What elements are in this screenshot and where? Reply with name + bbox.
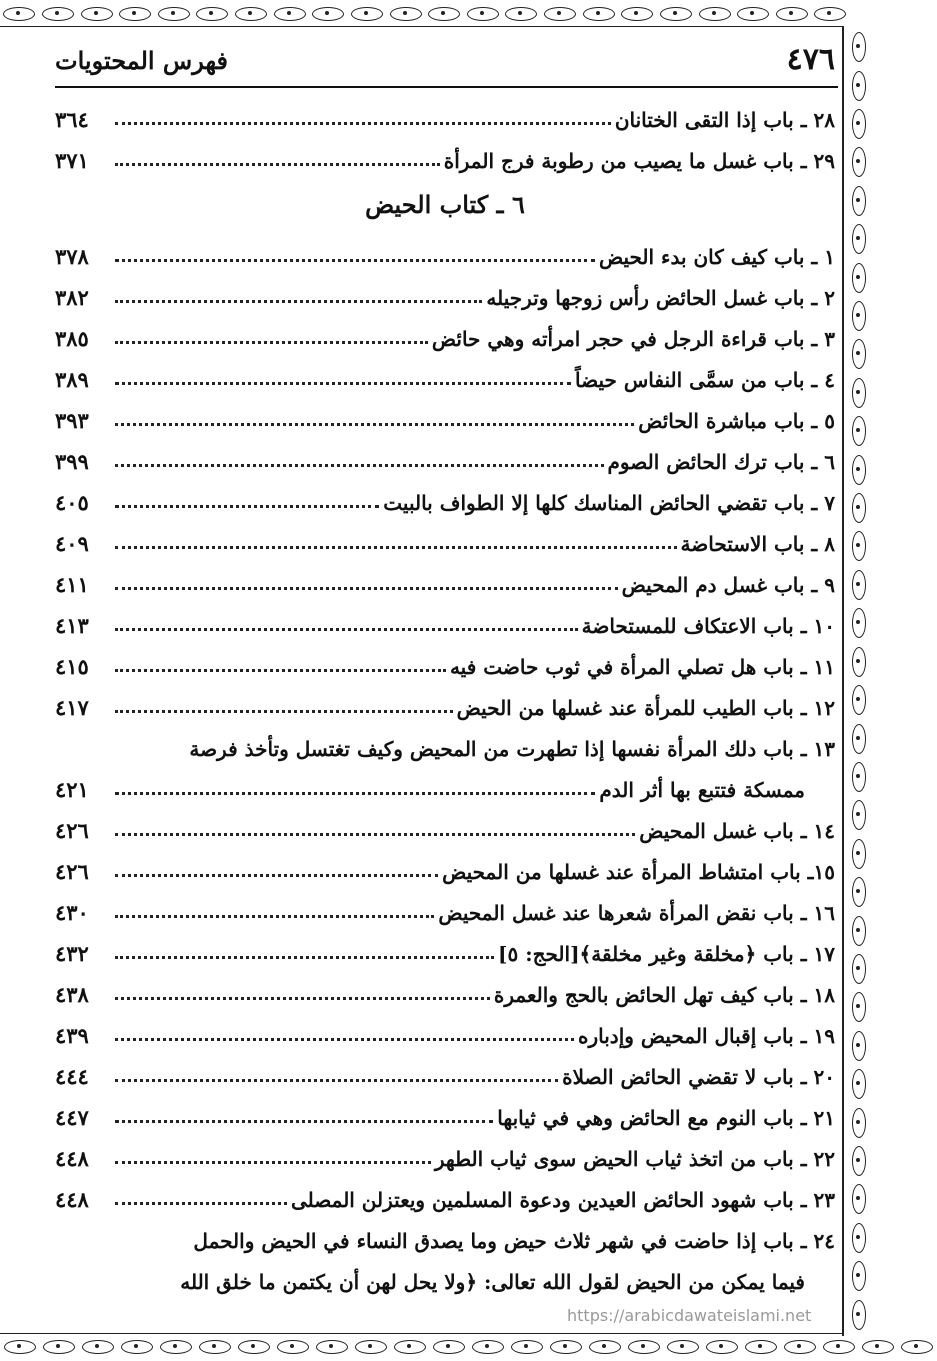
- page-header: [55, 38, 835, 84]
- ornament-icon: [852, 877, 866, 907]
- entry-number: ٢١ ـ: [800, 1106, 835, 1130]
- entry-page: ٣٩٣: [55, 408, 89, 433]
- toc-entry[interactable]: [55, 352, 835, 392]
- ornament-icon: [852, 263, 866, 293]
- ornament-icon: [196, 7, 228, 21]
- entry-number: ١٤ ـ: [800, 819, 835, 843]
- ornament-icon: [852, 685, 866, 715]
- leader-dots: [115, 382, 571, 385]
- section-heading: ٦ ـ كتاب الحيض: [365, 190, 525, 219]
- ornament-icon: [852, 71, 866, 101]
- leader-dots: [115, 915, 434, 918]
- leader-dots: [115, 423, 634, 426]
- toc-entry[interactable]: [55, 967, 835, 1007]
- ornament-icon: [852, 1069, 866, 1099]
- ornament-icon: [433, 1340, 465, 1354]
- ornament-icon: [119, 7, 151, 21]
- ornament-icon: [852, 1146, 866, 1176]
- ornament-icon: [852, 493, 866, 523]
- toc-entry-13-line1[interactable]: [55, 721, 835, 761]
- toc-entry[interactable]: [55, 885, 835, 925]
- watermark-url: https://arabicdawateislami.net: [567, 1306, 812, 1325]
- toc-entry[interactable]: [55, 1172, 835, 1212]
- toc-entry[interactable]: [55, 639, 835, 679]
- ornament-icon: [852, 570, 866, 600]
- ornament-icon: [852, 378, 866, 408]
- ornament-icon: [42, 7, 74, 21]
- ornament-icon: [467, 7, 499, 21]
- ornament-icon: [852, 1223, 866, 1253]
- entry-title: باب النوم مع الحائض وهي في ثيابها: [497, 1106, 794, 1130]
- ornament-icon: [852, 531, 866, 561]
- ornament-icon: [852, 224, 866, 254]
- ornament-icon: [277, 1340, 309, 1354]
- toc-entry[interactable]: [55, 393, 835, 433]
- leader-dots: [115, 1161, 431, 1164]
- ornament-icon: [862, 1340, 894, 1354]
- leader-dots: [115, 546, 677, 549]
- entry-number: ٢٠ ـ: [800, 1065, 835, 1089]
- toc-entry[interactable]: [55, 434, 835, 474]
- ornament-icon: [852, 839, 866, 869]
- entry-title: باب غسل الحائض رأس زوجها وترجيله: [486, 286, 805, 310]
- leader-dots: [115, 464, 604, 467]
- ornament-icon: [505, 7, 537, 21]
- entry-title: باب إقبال المحيض وإدباره: [577, 1024, 794, 1048]
- ornament-icon: [852, 109, 866, 139]
- entry-title: باب تقضي الحائض المناسك كلها إلا الطواف بالبيت: [383, 491, 805, 515]
- entry-title: باب الاعتكاف للمستحاضة: [581, 614, 794, 638]
- entry-page: ٤٣٢: [55, 941, 89, 966]
- ornament-icon: [355, 1340, 387, 1354]
- ornament-icon: [852, 992, 866, 1022]
- toc-entry[interactable]: [55, 1090, 835, 1130]
- toc-entry[interactable]: [55, 926, 835, 966]
- ornament-icon: [852, 1300, 866, 1330]
- entry-page: ٤٠٥: [55, 490, 89, 515]
- ornament-icon: [274, 7, 306, 21]
- entry-title: باب كيف تهل الحائض بالحج والعمرة: [493, 983, 794, 1007]
- ornament-icon: [667, 1340, 699, 1354]
- ornament-icon: [428, 7, 460, 21]
- entry-page: ٤٢٦: [55, 859, 89, 884]
- ornament-icon: [776, 7, 808, 21]
- entry-page: ٣٨٢: [55, 285, 89, 310]
- entry-page: ٤١١: [55, 572, 89, 597]
- leader-dots: [115, 833, 635, 836]
- ornament-icon: [852, 416, 866, 446]
- entry-page: ٤٤٨: [55, 1146, 89, 1171]
- entry-title: باب لا تقضي الحائض الصلاة: [562, 1065, 794, 1089]
- leader-dots: [115, 669, 446, 672]
- entry-number: ٥ ـ: [811, 409, 835, 433]
- ornament-icon: [394, 1340, 426, 1354]
- entry-number: ٧ ـ: [811, 491, 835, 515]
- ornament-icon: [160, 1340, 192, 1354]
- ornament-icon: [823, 1340, 855, 1354]
- leader-dots: [115, 1202, 287, 1205]
- ornament-icon: [621, 7, 653, 21]
- entry-page: ٤٣٩: [55, 1023, 89, 1048]
- entry-number: ٦ ـ: [811, 450, 835, 474]
- entry-number: ٢٨ ـ: [800, 108, 835, 132]
- entry-number: ١ ـ: [811, 245, 835, 269]
- entry-number: ٢٩ ـ: [800, 149, 835, 173]
- ornament-icon: [814, 7, 846, 21]
- entry-number: ١١ ـ: [800, 655, 835, 679]
- toc-entry[interactable]: [55, 229, 835, 269]
- ornament-icon: [550, 1340, 582, 1354]
- toc-entry-24-line2[interactable]: [55, 1254, 835, 1294]
- toc-entry[interactable]: [55, 1008, 835, 1048]
- toc-entry[interactable]: [55, 92, 835, 132]
- toc-entry-24-line1[interactable]: [55, 1213, 835, 1253]
- entry-page: ٣٩٩: [55, 449, 89, 474]
- ornament-icon: [81, 7, 113, 21]
- entry-page: ٣٨٥: [55, 326, 89, 351]
- entry-page: ٣٦٤: [55, 107, 89, 132]
- entry-number: ١٣ ـ: [800, 737, 835, 761]
- ornament-icon: [235, 7, 267, 21]
- toc-entry-13-line2[interactable]: [55, 762, 835, 802]
- leader-dots: [115, 1038, 574, 1041]
- entry-title-continued: فيما يمكن من الحيض لقول الله تعالى: ﴿ولا يحل لهن أن يكتمن ما خلق الله: [180, 1270, 805, 1294]
- running-title: فهرس المحتويات: [55, 46, 229, 75]
- leader-dots: [115, 163, 440, 166]
- entry-title: باب غسل المحيض: [639, 819, 794, 843]
- leader-dots: [115, 1079, 558, 1082]
- entry-title: باب غسل دم المحيض: [621, 573, 805, 597]
- entry-title: باب مباشرة الحائض: [638, 409, 805, 433]
- toc-entry[interactable]: [55, 516, 835, 556]
- leader-dots: [115, 792, 595, 795]
- ornament-icon: [852, 1261, 866, 1291]
- entry-title: باب كيف كان بدء الحيض: [598, 245, 805, 269]
- leader-dots: [115, 300, 482, 303]
- entry-number: ١٧ ـ: [800, 942, 835, 966]
- ornament-icon: [706, 1340, 738, 1354]
- right-ornament-border: [847, 28, 871, 1334]
- ornament-icon: [852, 800, 866, 830]
- leader-dots: [115, 259, 595, 262]
- ornament-icon: [852, 1031, 866, 1061]
- bottom-ornament-border: [0, 1334, 937, 1360]
- ornament-icon: [784, 1340, 816, 1354]
- ornament-icon: [852, 954, 866, 984]
- leader-dots: [115, 587, 618, 590]
- entry-page: ٤٤٧: [55, 1105, 89, 1130]
- leader-dots: [115, 341, 428, 344]
- entry-page: ٣٨٩: [55, 367, 89, 392]
- toc-entry[interactable]: [55, 270, 835, 310]
- ornament-icon: [390, 7, 422, 21]
- entry-page: ٤٢١: [55, 777, 89, 802]
- ornament-icon: [745, 1340, 777, 1354]
- toc-entry[interactable]: [55, 844, 835, 884]
- entry-title: باب إذا التقى الختانان: [614, 108, 794, 132]
- entry-number: ١٩ ـ: [800, 1024, 835, 1048]
- toc-entry[interactable]: [55, 475, 835, 515]
- toc-entry[interactable]: [55, 1131, 835, 1171]
- ornament-icon: [852, 647, 866, 677]
- leader-dots: [115, 710, 453, 713]
- toc-entry[interactable]: [55, 311, 835, 351]
- entry-title: باب دلك المرأة نفسها إذا تطهرت من المحيض وكيف تغتسل وتأخذ فرصة: [189, 737, 794, 761]
- ornament-icon: [82, 1340, 114, 1354]
- entry-page: ٤٣٨: [55, 982, 89, 1007]
- entry-number: ١٠ ـ: [800, 614, 835, 638]
- toc-entry[interactable]: [55, 133, 835, 173]
- entry-title: باب ترك الحائض الصوم: [607, 450, 805, 474]
- ornament-icon: [737, 7, 769, 21]
- entry-page: ٤١٣: [55, 613, 89, 638]
- entry-page: ٤٤٤: [55, 1064, 89, 1089]
- ornament-icon: [901, 1340, 933, 1354]
- toc-entry[interactable]: [55, 680, 835, 720]
- toc-entry[interactable]: [55, 598, 835, 638]
- entry-title: باب من سمَّى النفاس حيضاً: [575, 368, 805, 392]
- entry-number: ٢ ـ: [811, 286, 835, 310]
- entry-number: ١٦ ـ: [800, 901, 835, 925]
- ornament-icon: [852, 724, 866, 754]
- right-frame-line: [842, 26, 844, 1336]
- ornament-icon: [121, 1340, 153, 1354]
- ornament-icon: [852, 455, 866, 485]
- entry-title: باب هل تصلي المرأة في ثوب حاضت فيه: [449, 655, 794, 679]
- ornament-icon: [660, 7, 692, 21]
- ornament-icon: [351, 7, 383, 21]
- entry-title: باب نقض المرأة شعرها عند غسل المحيض: [438, 901, 794, 925]
- entry-number: ٨ ـ: [811, 532, 835, 556]
- entry-number: ٣ ـ: [811, 327, 835, 351]
- toc-entry[interactable]: [55, 1049, 835, 1089]
- leader-dots: [115, 956, 494, 959]
- entry-number: ٤ ـ: [811, 368, 835, 392]
- entry-number: ٢٢ ـ: [800, 1147, 835, 1171]
- entry-page: ٣٧١: [55, 148, 89, 173]
- ornament-icon: [589, 1340, 621, 1354]
- ornament-icon: [43, 1340, 75, 1354]
- header-rule: [55, 86, 838, 88]
- page-number: ٤٧٦: [786, 42, 835, 77]
- entry-number: ٩ ـ: [811, 573, 835, 597]
- ornament-icon: [472, 1340, 504, 1354]
- entry-title: باب شهود الحائض العيدين ودعوة المسلمين ويعتزلن المصلى: [291, 1188, 794, 1212]
- toc-entry[interactable]: [55, 803, 835, 843]
- ornament-icon: [4, 1340, 36, 1354]
- ornament-icon: [852, 32, 866, 62]
- ornament-icon: [852, 301, 866, 331]
- ornament-icon: [544, 7, 576, 21]
- leader-dots: [115, 122, 611, 125]
- ornament-icon: [699, 7, 731, 21]
- ornament-icon: [3, 7, 35, 21]
- toc-entry[interactable]: [55, 557, 835, 597]
- entry-title: باب غسل ما يصيب من رطوبة فرج المرأة: [443, 149, 794, 173]
- entry-title: باب قراءة الرجل في حجر امرأته وهي حائض: [431, 327, 805, 351]
- ornament-icon: [583, 7, 615, 21]
- leader-dots: [115, 874, 438, 877]
- top-ornament-border: [0, 0, 850, 28]
- ornament-icon: [852, 608, 866, 638]
- entry-page: ٤٢٦: [55, 818, 89, 843]
- leader-dots: [115, 997, 490, 1000]
- entry-number: ٢٤ ـ: [800, 1229, 835, 1253]
- entry-page: ٤٣٠: [55, 900, 89, 925]
- leader-dots: [115, 628, 578, 631]
- ornament-icon: [511, 1340, 543, 1354]
- entry-title: باب إذا حاضت في شهر ثلاث حيض وما يصدق النساء في الحيض والحمل: [193, 1229, 794, 1253]
- entry-page: ٤٠٩: [55, 531, 89, 556]
- entry-title: باب من اتخذ ثياب الحيض سوى ثياب الطهر: [434, 1147, 794, 1171]
- ornament-icon: [852, 339, 866, 369]
- entry-number: ٢٣ ـ: [800, 1188, 835, 1212]
- entry-number: ١٥ـ: [807, 860, 835, 884]
- ornament-icon: [312, 7, 344, 21]
- entry-title: باب ﴿مخلقة وغير مخلقة﴾[الحج: ٥]: [498, 942, 794, 966]
- entry-title: باب الطيب للمرأة عند غسلها من الحيض: [456, 696, 794, 720]
- ornament-icon: [852, 147, 866, 177]
- ornament-icon: [852, 1184, 866, 1214]
- entry-page: ٤١٥: [55, 654, 89, 679]
- ornament-icon: [316, 1340, 348, 1354]
- top-frame-line: [0, 26, 844, 27]
- entry-page: ٣٧٨: [55, 244, 89, 269]
- entry-title: باب امتشاط المرأة عند غسلها من المحيض: [442, 860, 801, 884]
- ornament-icon: [852, 762, 866, 792]
- entry-title-continued: ممسكة فتتبع بها أثر الدم: [599, 778, 805, 802]
- ornament-icon: [628, 1340, 660, 1354]
- ornament-icon: [238, 1340, 270, 1354]
- leader-dots: [115, 1120, 493, 1123]
- ornament-icon: [852, 1108, 866, 1138]
- entry-number: ١٢ ـ: [800, 696, 835, 720]
- entry-title: باب الاستحاضة: [680, 532, 805, 556]
- ornament-icon: [158, 7, 190, 21]
- entry-page: ٤٤٨: [55, 1187, 89, 1212]
- entry-number: ١٨ ـ: [800, 983, 835, 1007]
- ornament-icon: [852, 916, 866, 946]
- ornament-icon: [852, 186, 866, 216]
- ornament-icon: [199, 1340, 231, 1354]
- leader-dots: [115, 505, 379, 508]
- entry-page: ٤١٧: [55, 695, 89, 720]
